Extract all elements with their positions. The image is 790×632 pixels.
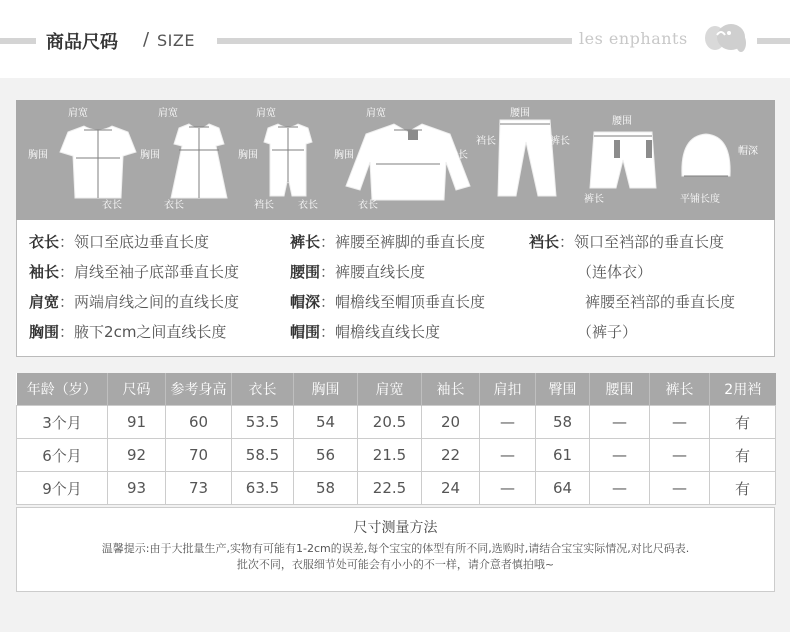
table-cell: — <box>650 439 710 472</box>
column-header: 腰围 <box>590 373 650 406</box>
label-shoulder: 肩宽 <box>158 108 178 119</box>
table-cell: 6个月 <box>17 439 108 472</box>
label-chest: 胸围 <box>334 150 354 161</box>
header <box>0 0 790 78</box>
definition-item: 裤长：裤腰至裤脚的垂直长度 <box>290 233 486 251</box>
table-row <box>17 439 776 472</box>
notes-line: 批次不同，衣服细节处可能会有小小的不一样，请介意者慎拍哦~ <box>236 558 555 571</box>
brand-name: les enphants <box>579 29 688 48</box>
table-cell: 有 <box>710 472 776 505</box>
table-cell: 20.5 <box>358 406 422 439</box>
table-cell: 22 <box>422 439 480 472</box>
table-cell: — <box>590 439 650 472</box>
table-cell: 93 <box>108 472 166 505</box>
table-cell: 53.5 <box>232 406 294 439</box>
label-chest: 胸围 <box>28 150 48 161</box>
definition-note: 裤腰至裆部的垂直长度 <box>585 293 736 311</box>
notes-line: 温馨提示:由于大批量生产,实物有可能有1-2cm的误差,每个宝宝的体型有所不同,选购时,请结合宝宝实际情况,对比尺码表. <box>101 542 690 555</box>
table-cell: 73 <box>166 472 232 505</box>
definition-item: 裆长：领口至裆部的垂直长度 <box>529 233 725 251</box>
column-header: 肩扣 <box>480 373 536 406</box>
table-cell: — <box>480 406 536 439</box>
label-crotch: 裆长 <box>254 200 274 211</box>
label-waist: 腰围 <box>612 116 632 127</box>
table-cell: 24 <box>422 472 480 505</box>
table-cell: 20 <box>422 406 480 439</box>
measurement-definitions <box>16 220 775 357</box>
table-cell: 有 <box>710 439 776 472</box>
column-header: 袖长 <box>422 373 480 406</box>
table-cell: 58 <box>294 472 358 505</box>
table-cell: 21.5 <box>358 439 422 472</box>
label-flat-length: 平铺长度 <box>680 194 720 205</box>
table-cell: 58.5 <box>232 439 294 472</box>
table-cell: 22.5 <box>358 472 422 505</box>
column-header: 年龄（岁） <box>17 373 108 406</box>
table-cell: — <box>590 406 650 439</box>
table-cell: 58 <box>536 406 590 439</box>
table-cell: 64 <box>536 472 590 505</box>
header-rule-right <box>757 38 790 44</box>
table-cell: 70 <box>166 439 232 472</box>
table-cell: 60 <box>166 406 232 439</box>
garment-diagram-strip <box>16 100 775 220</box>
table-cell: 3个月 <box>17 406 108 439</box>
definition-item: 帽深：帽檐线至帽顶垂直长度 <box>290 293 486 311</box>
label-length: 衣长 <box>164 200 184 211</box>
definition-item: 胸围：腋下2cm之间直线长度 <box>29 323 227 341</box>
table-cell: 有 <box>710 406 776 439</box>
column-header: 肩宽 <box>358 373 422 406</box>
definition-item: 帽围：帽檐线直线长度 <box>290 323 441 341</box>
label-length: 衣长 <box>358 200 378 211</box>
label-chest: 胸围 <box>140 150 160 161</box>
definition-item: 肩宽：两端肩线之间的直线长度 <box>29 293 240 311</box>
column-header: 臀围 <box>536 373 590 406</box>
label-shoulder: 肩宽 <box>256 108 276 119</box>
garment-illustrations <box>16 100 775 220</box>
table-cell: 56 <box>294 439 358 472</box>
table-row <box>17 406 776 439</box>
label-sleeve: 袖长 <box>448 150 468 161</box>
header-rule-middle <box>217 38 572 44</box>
notes-title: 尺寸测量方法 <box>353 520 438 536</box>
column-header: 参考身高 <box>166 373 232 406</box>
column-header: 裤长 <box>650 373 710 406</box>
size-table <box>16 373 776 505</box>
definition-note: （连体衣） <box>577 263 653 281</box>
label-waist: 腰围 <box>510 108 530 119</box>
table-cell: — <box>480 439 536 472</box>
table-cell: 61 <box>536 439 590 472</box>
label-shoulder: 肩宽 <box>366 108 386 119</box>
definition-item: 衣长：领口至底边垂直长度 <box>29 233 210 251</box>
label-pants-length: 裤长 <box>550 136 570 147</box>
header-rule-left <box>0 38 36 44</box>
definition-item: 袖长：肩线至袖子底部垂直长度 <box>29 263 240 281</box>
column-header: 2用裆 <box>710 373 776 406</box>
table-cell: 92 <box>108 439 166 472</box>
table-header-row <box>17 373 776 406</box>
page-subtitle: SIZE <box>157 31 195 50</box>
label-chest: 胸围 <box>238 150 258 161</box>
elephant-logo-icon <box>703 21 751 55</box>
label-shoulder: 肩宽 <box>68 108 88 119</box>
pants-icon <box>498 120 556 196</box>
label-pants-length: 裤长 <box>584 194 604 205</box>
table-cell: 9个月 <box>17 472 108 505</box>
table-cell: 91 <box>108 406 166 439</box>
column-header: 尺码 <box>108 373 166 406</box>
label-crotch: 裆长 <box>476 136 496 147</box>
table-cell: — <box>480 472 536 505</box>
table-cell: 54 <box>294 406 358 439</box>
label-length: 衣长 <box>102 200 122 211</box>
table-cell: — <box>590 472 650 505</box>
label-hat-depth: 帽深 <box>738 146 758 157</box>
column-header: 衣长 <box>232 373 294 406</box>
definition-note: （裤子） <box>577 323 638 341</box>
measurement-notes <box>16 507 775 592</box>
title-slash: / <box>143 29 150 50</box>
column-header: 胸围 <box>294 373 358 406</box>
page-title: 商品尺码 <box>46 32 118 53</box>
table-row <box>17 472 776 505</box>
label-length: 衣长 <box>298 200 318 211</box>
hat-icon <box>682 134 730 176</box>
table-cell: 63.5 <box>232 472 294 505</box>
table-cell: — <box>650 406 710 439</box>
table-cell: — <box>650 472 710 505</box>
definition-item: 腰围：裤腰直线长度 <box>290 263 426 281</box>
